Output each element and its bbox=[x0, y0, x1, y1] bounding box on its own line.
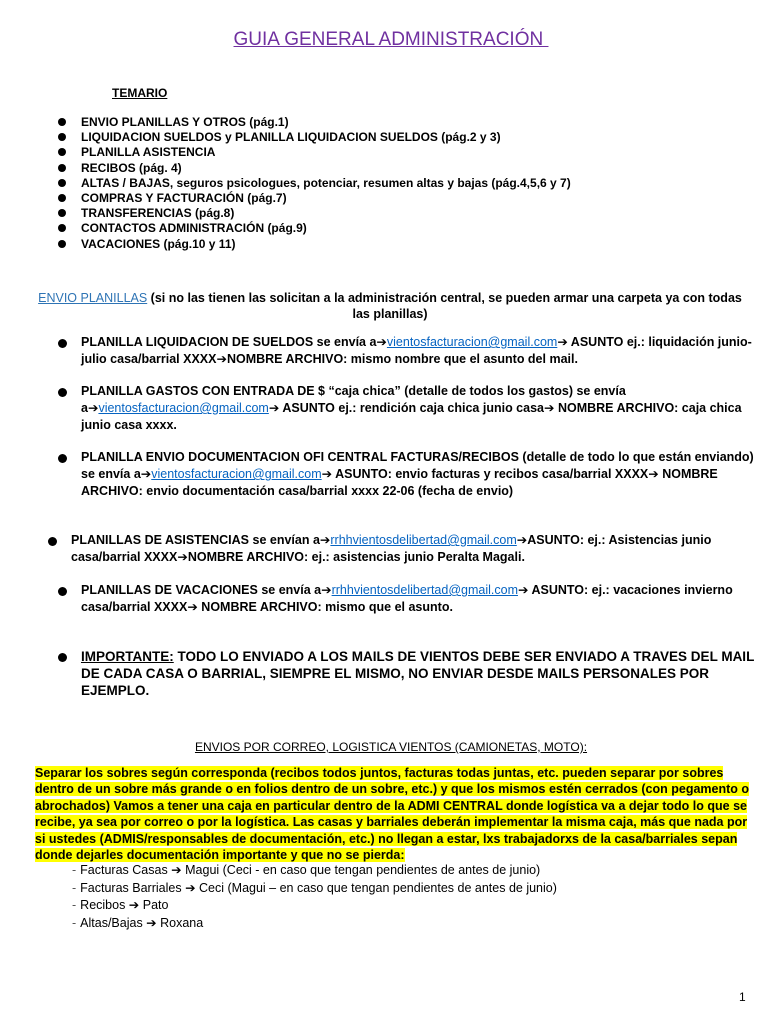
email-link[interactable]: vientosfacturacion@gmail.com bbox=[151, 467, 322, 481]
arrow-icon: ➔ bbox=[321, 583, 332, 597]
bullet-icon bbox=[58, 653, 67, 662]
temario-item: ALTAS / BAJAS, seguros psicologues, potenciar, resumen altas y bajas (pág.4,5,6 y 7) bbox=[58, 176, 571, 191]
temario-item: TRANSFERENCIAS (pág.8) bbox=[58, 206, 571, 221]
arrow-icon: ➔ bbox=[544, 401, 555, 415]
bullet-icon bbox=[58, 388, 67, 397]
arrow-icon: ➔ bbox=[87, 401, 99, 415]
email-link[interactable]: rrhhvientosdelibertad@gmail.com bbox=[330, 533, 517, 547]
importante-note bbox=[81, 648, 761, 699]
page-number: 1 bbox=[739, 990, 746, 1004]
email-link[interactable]: vientosfacturacion@gmail.com bbox=[386, 335, 558, 349]
bullet-icon bbox=[58, 133, 66, 141]
highlighted-instructions: Separar los sobres según corresponda (recibos todos juntos, facturas todas juntas, etc. pueden separar por sobres dentro de un sobre más grande o en folios dentro de un sobre, etc.) y que los mismos estén cerrados (con pegamento o abrochados) Vamos a tener una caja en particular dentro de la ADMI CENTRAL donde logística va a dejar todo lo que se recibe, ya sea por correo o por la logística. Las casas y barriales deberán implementar la misma caja, más que nada por si ustedes (ADMIS/responsables de documentación, etc.) no llegan a estar, lxs trabajadorxs de la casa/barriales sepan donde dejarles documentación importante y que no se pierda: bbox=[35, 766, 750, 863]
arrow-icon: ➔ bbox=[187, 600, 198, 614]
temario-item: LIQUIDACION SUELDOS y PLANILLA LIQUIDACION SUELDOS (pág.2 y 3) bbox=[58, 130, 571, 145]
dash-icon: - bbox=[72, 898, 77, 912]
arrow-icon: ➔ bbox=[557, 335, 568, 349]
envio-item: PLANILLA GASTOS CON ENTRADA DE $ “caja chica” (detalle de todos los gastos) se envía a➔vientosfacturacion@gmail.com➔ ASUNTO ej.: rendición caja chica junio casa➔ NOMBRE ARCHIVO: caja chica junio casa xxxx. bbox=[81, 383, 761, 434]
envio-item: PLANILLA LIQUIDACION DE SUELDOS se envía a➔vientosfacturacion@gmail.com➔ ASUNTO ej.: liquidación junio-julio casa/barrial XXXX➔NOMBRE ARCHIVO: mismo nombre que el asunto del mail. bbox=[81, 334, 761, 368]
envio-intro bbox=[36, 290, 744, 322]
temario-item: CONTACTOS ADMINISTRACIÓN (pág.9) bbox=[58, 221, 571, 236]
envio-item: PLANILLA ENVIO DOCUMENTACION OFI CENTRAL FACTURAS/RECIBOS (detalle de todo lo que están enviando) se envía a➔vientosfacturacion@gmail.com➔ ASUNTO: envio facturas y recibos casa/barrial XXXX➔ NOMBRE ARCHIVO: envio documentación casa/barrial xxxx 22-06 (fecha de envio) bbox=[81, 449, 761, 500]
routing-list bbox=[72, 862, 557, 932]
arrow-icon: ➔ bbox=[216, 352, 227, 366]
temario-heading: TEMARIO bbox=[112, 86, 168, 100]
bullet-icon bbox=[58, 587, 67, 596]
temario-item: RECIBOS (pág. 4) bbox=[58, 161, 571, 176]
bullet-icon bbox=[58, 164, 66, 172]
bullet-icon bbox=[58, 339, 67, 348]
arrow-icon: ➔ bbox=[516, 533, 528, 547]
temario-item: VACACIONES (pág.10 y 11) bbox=[58, 237, 571, 252]
bullet-icon bbox=[58, 224, 66, 232]
dash-icon: - bbox=[72, 880, 77, 895]
email-link[interactable]: rrhhvientosdelibertad@gmail.com bbox=[331, 583, 518, 597]
envio-item: PLANILLAS DE VACACIONES se envía a➔rrhhvientosdelibertad@gmail.com➔ ASUNTO: ej.: vacaciones invierno casa/barrial XXXX➔ NOMBRE ARCHIVO: mismo que el asunto. bbox=[81, 582, 763, 616]
arrow-icon: ➔ bbox=[140, 467, 152, 481]
arrow-icon: ➔ bbox=[319, 533, 331, 547]
email-link[interactable]: vientosfacturacion@gmail.com bbox=[98, 401, 269, 415]
list-item: - Facturas Casas ➔ Magui (Ceci - en caso que tengan pendientes de antes de junio) bbox=[72, 863, 541, 877]
importante-label: IMPORTANTE: bbox=[81, 649, 174, 664]
envio-item: PLANILLAS DE ASISTENCIAS se envían a➔rrhhvientosdelibertad@gmail.com➔ASUNTO: ej.: Asistencias junio casa/barrial XXXX➔NOMBRE ARCHIVO: ej.: asistencias junio Peralta Magali. bbox=[71, 532, 763, 566]
bullet-icon bbox=[58, 454, 67, 463]
envio-description: (si no las tienen las solicitan a la administración central, se pueden armar una carpeta ya con todas las planillas) bbox=[147, 291, 742, 321]
arrow-icon: ➔ bbox=[517, 583, 529, 597]
arrow-icon: ➔ bbox=[321, 467, 333, 481]
list-item: - Facturas Barriales ➔ Ceci (Magui – en caso que tengan pendientes de antes de junio) bbox=[72, 880, 557, 895]
list-item: - Altas/Bajas ➔ Roxana bbox=[72, 915, 204, 930]
document-title: GUIA GENERAL ADMINISTRACIÓN bbox=[233, 29, 549, 50]
dash-icon: - bbox=[72, 915, 77, 930]
arrow-icon: ➔ bbox=[648, 467, 659, 481]
bullet-icon bbox=[58, 209, 66, 217]
temario-item: COMPRAS Y FACTURACIÓN (pág.7) bbox=[58, 191, 571, 206]
bullet-icon bbox=[58, 194, 66, 202]
bullet-icon bbox=[48, 537, 57, 546]
temario-item: PLANILLA ASISTENCIA bbox=[58, 145, 571, 160]
list-item: - Recibos ➔ Pato bbox=[72, 898, 169, 912]
bullet-icon bbox=[58, 240, 66, 248]
temario-list bbox=[58, 115, 571, 252]
bullet-icon bbox=[58, 148, 66, 156]
bullet-icon bbox=[58, 179, 66, 187]
arrow-icon: ➔ bbox=[376, 335, 387, 349]
bullet-icon bbox=[58, 118, 66, 126]
arrow-icon: ➔ bbox=[177, 550, 188, 564]
dash-icon: - bbox=[72, 863, 77, 877]
temario-item: ENVIO PLANILLAS Y OTROS (pág.1) bbox=[58, 115, 571, 130]
importante-text: TODO LO ENVIADO A LOS MAILS DE VIENTOS DEBE SER ENVIADO A TRAVES DEL MAIL DE CADA CASA O BARRIAL, SIEMPRE EL MISMO, NO ENVIAR DESDE MAILS PERSONALES POR EJEMPLO. bbox=[81, 649, 755, 698]
envio-planillas-link[interactable]: ENVIO PLANILLAS bbox=[38, 291, 148, 305]
arrow-icon: ➔ bbox=[268, 401, 280, 415]
correo-heading: ENVIOS POR CORREO, LOGISTICA VIENTOS (CAMIONETAS, MOTO): bbox=[194, 740, 588, 754]
